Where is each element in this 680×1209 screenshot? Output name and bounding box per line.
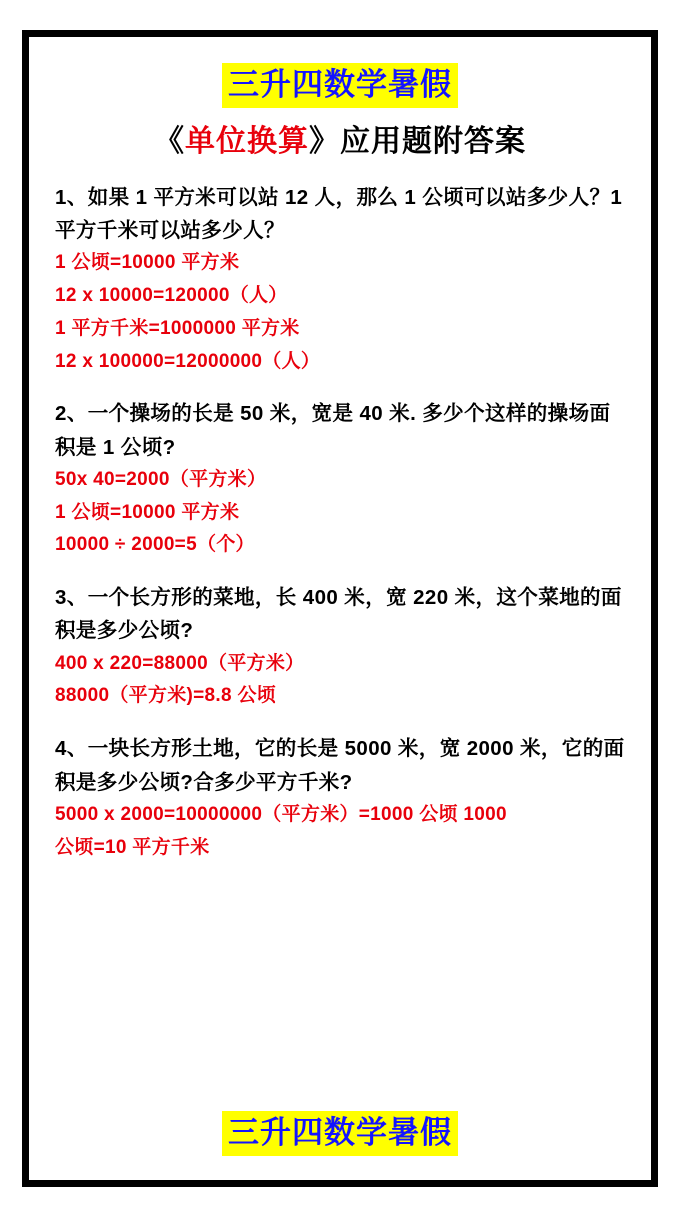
problem-answer-line: 88000（平方米)=8.8 公顷	[55, 685, 277, 707]
problem-answer-line: 50x 40=2000（平方米）	[55, 468, 267, 490]
problem-item	[55, 732, 625, 864]
problem-answer-line: 1 公顷=10000 平方米	[55, 252, 240, 274]
problem-item	[55, 181, 625, 379]
header-title-block	[55, 63, 625, 161]
problem-answer-line: 12 x 10000=120000（人）	[55, 285, 288, 307]
problem-answer-line: 10000 ÷ 2000=5（个）	[55, 534, 255, 556]
footer-title-block	[55, 1111, 625, 1160]
problem-answer-line: 400 x 220=88000（平方米）	[55, 652, 305, 674]
page-title: 三升四数学暑假	[222, 63, 458, 108]
problem-question: 1、如果 1 平方米可以站 12 人，那么 1 公顷可以站多少人？1 平方千米可以站多少人？	[55, 185, 623, 243]
footer-title: 三升四数学暑假	[222, 1111, 458, 1156]
problem-list	[55, 181, 625, 1108]
problem-answer-line: 公顷=10 平方千米	[55, 836, 210, 858]
problem-answer-line: 1 平方千米=1000000 平方米	[55, 317, 300, 339]
problem-question: 3、一个长方形的菜地，长 400 米，宽 220 米，这个菜地的面积是多少公顷?	[55, 586, 622, 643]
subtitle-tail: 》应用题附答案	[309, 124, 526, 158]
page-subtitle	[55, 122, 625, 161]
problem-question: 4、一块长方形土地，它的长是 5000 米，宽 2000 米，它的面积是多少公顷?合多少平方千米?	[55, 737, 625, 794]
content-frame	[22, 30, 658, 1187]
problem-answer-line: 5000 x 2000=10000000（平方米）=1000 公顷 1000	[55, 803, 507, 825]
problem-item	[55, 581, 625, 713]
problem-item	[55, 397, 625, 562]
problem-question: 2、一个操场的长是 50 米，宽是 40 米. 多少个这样的操场面积是 1 公顷?	[55, 402, 611, 459]
problem-answer-line: 1 公顷=10000 平方米	[55, 501, 240, 523]
subtitle-open-bracket: 《	[154, 124, 185, 158]
subtitle-topic: 单位换算	[185, 124, 309, 158]
problem-answer-line: 12 x 100000=12000000（人）	[55, 350, 321, 372]
